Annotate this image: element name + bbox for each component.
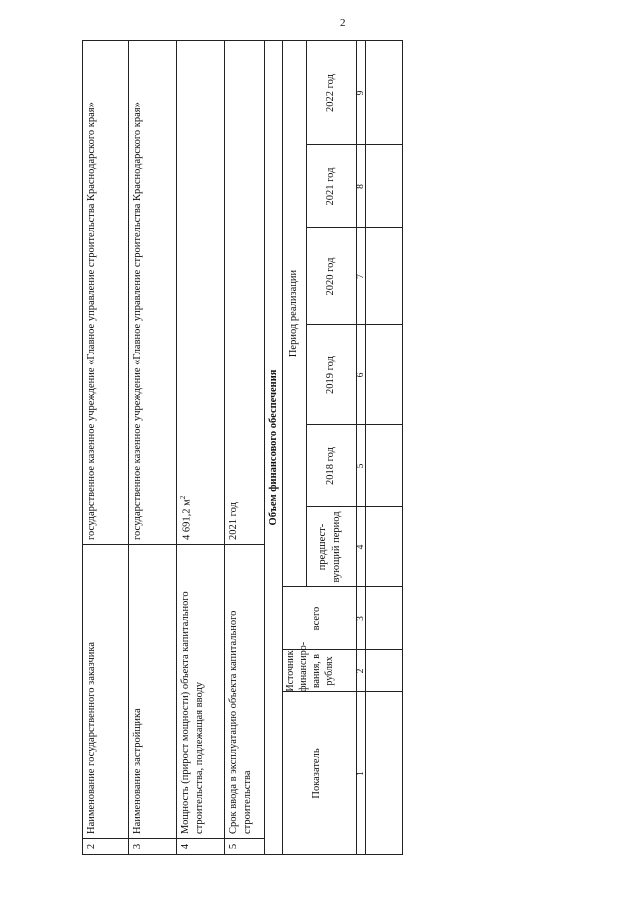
page-number: 2: [340, 17, 346, 29]
col-number: 4: [356, 544, 366, 550]
col-number: 3: [356, 616, 366, 621]
row-number: 4: [177, 839, 225, 855]
col-number: 1: [356, 771, 366, 776]
header-year-2018: 2018 год: [325, 447, 336, 485]
row-number: 5: [225, 839, 265, 855]
row-value: государственное казенное учреждение «Главное управление строительства Краснодарского края»: [83, 40, 129, 545]
col-number: 6: [356, 372, 366, 378]
col-number: 9: [356, 90, 366, 96]
col-number: 2: [356, 668, 366, 674]
header-total: всего: [311, 606, 322, 631]
header-indicator: Показатель: [311, 748, 322, 799]
header-year-2019: 2019 год: [325, 356, 336, 394]
row-label: Мощность (прирост мощности) объекта капитального строительства, подлежащая вводу: [177, 545, 225, 839]
header-year-2020: 2020 год: [325, 257, 336, 296]
row-number: 3: [129, 839, 177, 855]
row-label: Срок ввода в эксплуатацию объекта капитального строительства: [225, 545, 265, 839]
capacity-unit-sup: 2: [179, 495, 187, 500]
header-previous: предшест-вующий период: [317, 511, 342, 583]
finance-body-grid: [82, 40, 402, 855]
capacity-value: 4 691,2 м: [181, 499, 193, 540]
finance-section-title: Объем финансового обеспечения: [268, 369, 279, 526]
header-year-2021: 2021 год: [325, 167, 336, 206]
row-value: 2021 год: [225, 40, 265, 545]
header-period: Период реализации: [288, 269, 299, 358]
col-number: 5: [356, 463, 366, 469]
row-number: 2: [83, 839, 129, 855]
header-source: Источник финансиро-вания, в рублях: [285, 641, 335, 692]
row-label: Наименование государственного заказчика: [83, 545, 129, 839]
header-year-2022: 2022 год: [325, 74, 336, 112]
col-number: 8: [356, 184, 366, 189]
col-number: 7: [356, 274, 366, 279]
row-value: государственное казенное учреждение «Главное управление строительства Краснодарского края»: [129, 40, 177, 545]
row-label: Наименование застройщика: [129, 545, 177, 839]
